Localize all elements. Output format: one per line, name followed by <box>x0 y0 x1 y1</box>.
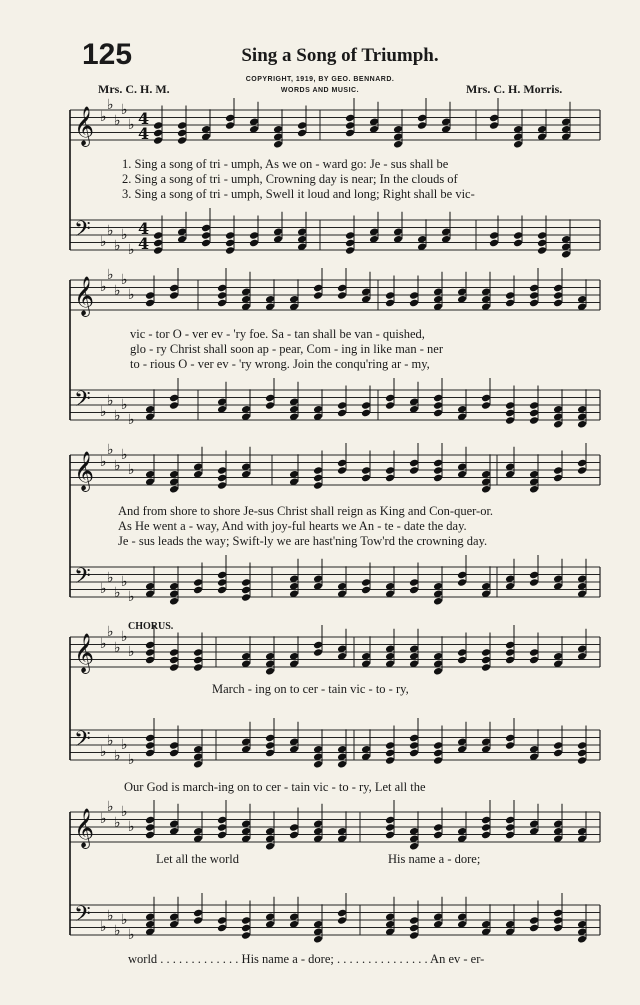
words-credit: Mrs. C. H. M. <box>98 82 170 96</box>
flat-icon: ♭ <box>107 393 114 409</box>
chorus-upper-lyrics-2b: His name a - dore; <box>388 852 481 866</box>
time-signature: 4 <box>138 124 150 143</box>
flat-icon: ♭ <box>128 412 135 428</box>
hymn-number: 125 <box>82 38 133 71</box>
flat-icon: ♭ <box>114 113 121 129</box>
bass-clef-icon: 𝄢 <box>74 727 91 757</box>
flat-icon: ♭ <box>107 799 114 815</box>
treble-clef-icon: 𝄞 <box>74 276 95 316</box>
flat-icon: ♭ <box>107 442 114 458</box>
flat-icon: ♭ <box>121 737 128 753</box>
chorus-upper-lyrics-2a: Let all the world <box>156 852 239 866</box>
flat-icon: ♭ <box>114 640 121 656</box>
flat-icon: ♭ <box>128 589 135 605</box>
treble-clef-icon: 𝄞 <box>74 106 95 146</box>
flat-icon: ♭ <box>100 636 107 652</box>
flat-icon: ♭ <box>128 287 135 303</box>
flat-icon: ♭ <box>100 581 107 597</box>
lyrics-verse-1-line-2: vic - tor O - ver ev - 'ry foe. Sa - tan shall be van - quished, <box>130 327 425 341</box>
flat-icon: ♭ <box>121 912 128 928</box>
flat-icon: ♭ <box>100 454 107 470</box>
flat-icon: ♭ <box>128 242 135 258</box>
treble-clef-icon: 𝄞 <box>74 451 95 491</box>
flat-icon: ♭ <box>100 404 107 420</box>
lyrics-verse-3-line-1: 3. Sing a song of tri - umph, Swell it loud and long; Right shall be vic- <box>122 187 475 201</box>
lyrics-verse-3-line-2: to - rious O - ver ev - 'ry wrong. Join the conqu'ring ar - my, <box>130 357 430 371</box>
bass-clef-icon: 𝄢 <box>74 217 91 247</box>
flat-icon: ♭ <box>121 272 128 288</box>
lyrics-verse-2-line-1: 2. Sing a song of tri - umph, Crowning day is near; In the clouds of <box>122 172 458 186</box>
flat-icon: ♭ <box>114 748 121 764</box>
chorus-lower-lyrics-1: Our God is march-ing on to cer - tain vic - to - ry, Let all the <box>124 780 426 794</box>
time-signature: 4 <box>138 109 150 128</box>
flat-icon: ♭ <box>114 923 121 939</box>
time-signature: 4 <box>138 234 150 253</box>
flat-icon: ♭ <box>107 570 114 586</box>
chorus-upper-lyrics-1: March - ing on to cer - tain vic - to - ry, <box>212 682 409 696</box>
flat-icon: ♭ <box>114 585 121 601</box>
flat-icon: ♭ <box>121 629 128 645</box>
flat-icon: ♭ <box>121 804 128 820</box>
lyrics-verse-1-line-1: 1. Sing a song of tri - umph, As we on - ward go: Je - sus shall be <box>122 157 449 171</box>
flat-icon: ♭ <box>114 238 121 254</box>
lyrics-verse-2-line-2: glo - ry Christ shall soon ap - pear, Com - ing in like man - ner <box>130 342 443 356</box>
flat-icon: ♭ <box>100 279 107 295</box>
flat-icon: ♭ <box>121 227 128 243</box>
time-signature: 4 <box>138 219 150 238</box>
flat-icon: ♭ <box>128 644 135 660</box>
treble-clef-icon: 𝄞 <box>74 808 95 848</box>
flat-icon: ♭ <box>100 811 107 827</box>
flat-icon: ♭ <box>107 908 114 924</box>
copyright-line: COPYRIGHT, 1919, BY GEO. BENNARD. <box>245 76 395 83</box>
lyrics-verse-1-line-3: And from shore to shore Je-sus Christ shall reign as King and Con-quer-or. <box>118 504 494 518</box>
flat-icon: ♭ <box>121 447 128 463</box>
flat-icon: ♭ <box>121 574 128 590</box>
bass-clef-icon: 𝄢 <box>74 902 91 932</box>
flat-icon: ♭ <box>128 117 135 133</box>
flat-icon: ♭ <box>114 408 121 424</box>
flat-icon: ♭ <box>100 109 107 125</box>
bass-clef-icon: 𝄢 <box>74 387 91 417</box>
flat-icon: ♭ <box>121 102 128 118</box>
flat-icon: ♭ <box>107 267 114 283</box>
music-credit: Mrs. C. H. Morris. <box>466 82 563 96</box>
lyrics-verse-3-line-3: Je - sus leads the way; Swift-ly we are hast'ning Tow'rd the crowning day. <box>118 534 488 548</box>
flat-icon: ♭ <box>128 927 135 943</box>
flat-icon: ♭ <box>107 97 114 113</box>
flat-icon: ♭ <box>107 733 114 749</box>
flat-icon: ♭ <box>114 283 121 299</box>
flat-icon: ♭ <box>114 458 121 474</box>
flat-icon: ♭ <box>128 462 135 478</box>
lyrics-verse-2-line-3: As He went a - way, And with joy-ful hearts we An - te - date the day. <box>118 519 467 533</box>
flat-icon: ♭ <box>107 624 114 640</box>
treble-clef-icon: 𝄞 <box>74 633 95 673</box>
flat-icon: ♭ <box>114 815 121 831</box>
flat-icon: ♭ <box>121 397 128 413</box>
flat-icon: ♭ <box>128 819 135 835</box>
flat-icon: ♭ <box>107 223 114 239</box>
flat-icon: ♭ <box>100 744 107 760</box>
chorus-lower-lyrics-2: world . . . . . . . . . . . . . His name a - dore; . . . . . . . . . . . . . . . An ev - er- <box>128 952 485 966</box>
flat-icon: ♭ <box>100 919 107 935</box>
flat-icon: ♭ <box>100 234 107 250</box>
bass-clef-icon: 𝄢 <box>74 564 91 594</box>
hymn-title: Sing a Song of Triumph. <box>241 45 439 66</box>
flat-icon: ♭ <box>128 752 135 768</box>
chorus-label: CHORUS. <box>128 621 174 632</box>
copyright-line-2: WORDS AND MUSIC. <box>280 87 360 94</box>
